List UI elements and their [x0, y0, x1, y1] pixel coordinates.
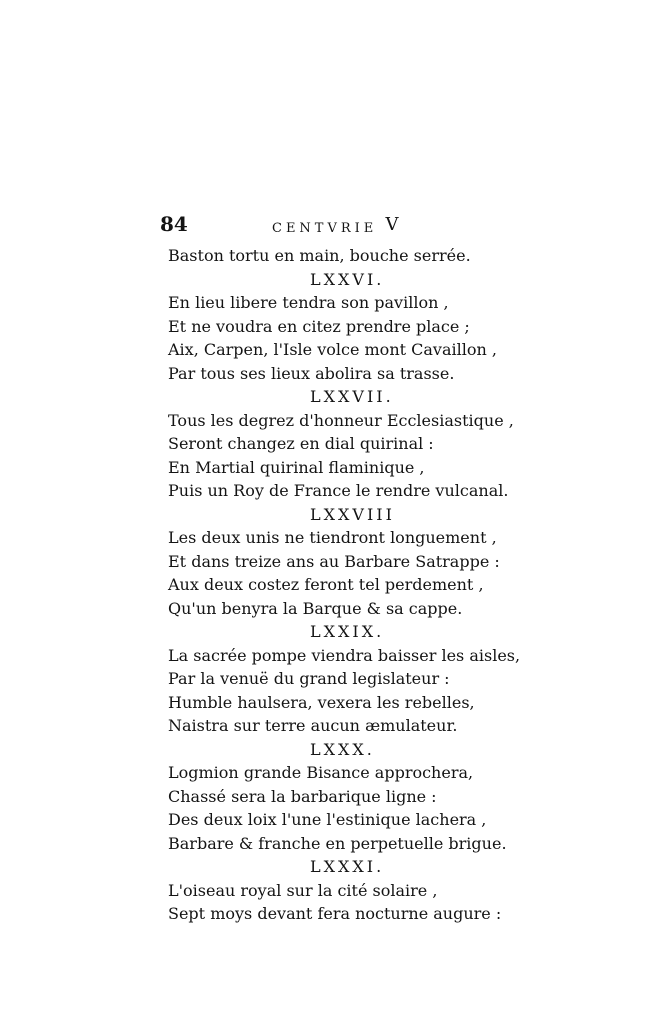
verse-line: Et ne voudra en citez prendre place ; [168, 316, 470, 336]
verse-line: La sacrée pompe viendra baisser les aisles, [168, 645, 521, 665]
verse-line: Tous les degrez d'honneur Ecclesiastique , [168, 410, 514, 430]
verse-line: Par la venuë du grand legislateur : [168, 669, 450, 688]
continuation-line: Baston tortu en main, bouche serrée. [168, 246, 471, 265]
page-header [160, 214, 460, 238]
verse-line: Et dans treize ans au Barbare Satrappe : [168, 551, 500, 571]
verse-line: Barbare & franche en perpetuelle brigue. [168, 833, 507, 853]
verse-line: Aix, Carpen, l'Isle volce mont Cavaillon , [168, 340, 497, 359]
verse-line: Humble haulsera, vexera les rebelles, [168, 692, 475, 712]
verse-line: Qu'un benyra la Barque & sa cappe. [168, 598, 463, 618]
page-number: 84 [160, 212, 188, 236]
quatrain-number: LXXVII. [310, 387, 394, 406]
verse-line: Seront changez en dial quirinal : [168, 434, 434, 453]
verse-line: Naistra sur terre aucun æmulateur. [168, 716, 458, 735]
running-title-numeral: V [385, 214, 399, 235]
verse-line: L'oiseau royal sur la cité solaire , [168, 880, 438, 900]
quatrain-number: LXXXI. [310, 857, 385, 876]
verse-line: Des deux loix l'une l'estinique lachera , [168, 810, 487, 829]
verse-line: Sept moys devant fera nocturne augure : [168, 904, 502, 923]
verse-line: Par tous ses lieux abolira sa trasse. [168, 363, 455, 383]
quatrain-number: LXXVI. [310, 269, 385, 289]
verse-line: En lieu libere tendra son pavillon , [168, 293, 449, 312]
verse-line: En Martial quirinal flaminique , [168, 457, 425, 477]
verse-line: Les deux unis ne tiendront longuement , [168, 528, 497, 547]
quatrain-number: LXXVIII [310, 504, 395, 524]
running-title-text: CENTVRIE [272, 221, 378, 236]
quatrain-number: LXXX. [310, 739, 375, 759]
quatrain-number: LXXIX. [310, 622, 385, 641]
verse-line: Puis un Roy de France le rendre vulcanal. [168, 481, 509, 500]
text-block [168, 244, 521, 926]
running-title [272, 216, 398, 237]
verse-line: Chassé sera la barbarique ligne : [168, 786, 437, 806]
verse-line: Aux deux costez feront tel perdement , [168, 575, 484, 594]
verse-line: Logmion grande Bisance approchera, [168, 763, 474, 782]
